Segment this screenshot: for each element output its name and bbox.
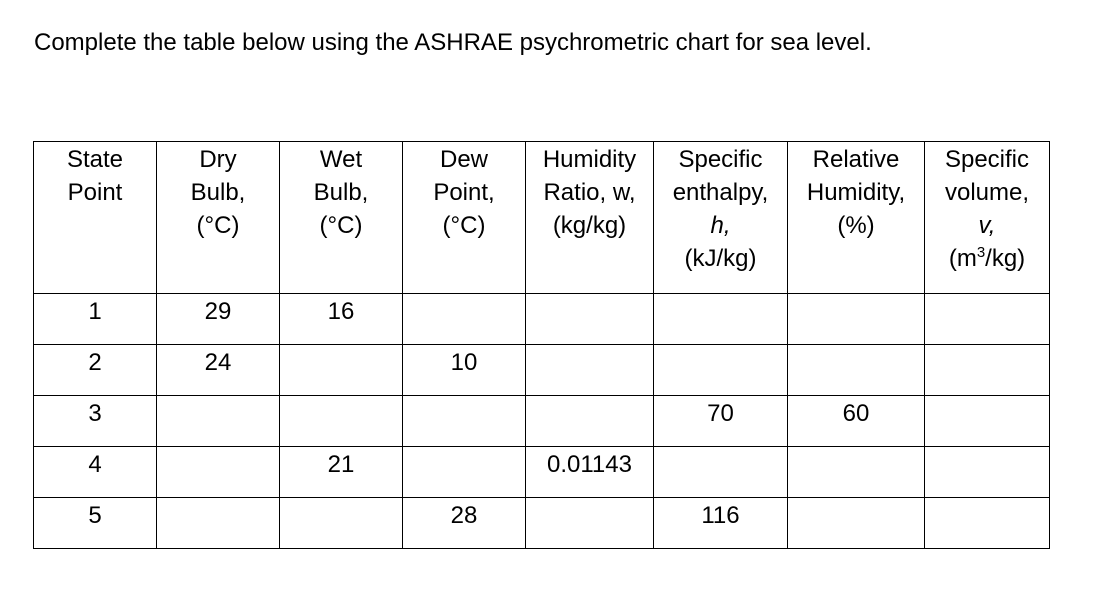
cell-wet-bulb <box>280 498 403 549</box>
header-dry-bulb <box>157 142 280 294</box>
cell-dew-point: 28 <box>403 498 526 549</box>
cell-specific-enthalpy <box>654 294 788 345</box>
header-line: Dew <box>439 146 488 173</box>
cell-specific-volume <box>925 294 1050 345</box>
cell-specific-volume <box>925 498 1050 549</box>
header-line: (%) <box>837 212 875 239</box>
header-line: (kJ/kg) <box>684 245 757 272</box>
cell-dry-bulb <box>157 396 280 447</box>
cell-specific-enthalpy <box>654 345 788 396</box>
header-line: (°C) <box>442 212 486 239</box>
cell-dry-bulb: 29 <box>157 294 280 345</box>
cell-specific-enthalpy <box>654 447 788 498</box>
header-line: Dry <box>199 146 237 173</box>
header-humidity-ratio <box>526 142 654 294</box>
header-dew-point <box>403 142 526 294</box>
header-line: h, <box>710 212 731 239</box>
cell-humidity-ratio: 0.01143 <box>526 447 654 498</box>
cell-dew-point: 10 <box>403 345 526 396</box>
cell-state-point: 5 <box>34 498 157 549</box>
header-line: State <box>66 146 124 173</box>
header-row <box>34 142 1050 294</box>
header-line: Point <box>67 179 123 206</box>
header-line: Wet <box>319 146 363 173</box>
table-row <box>34 294 1050 345</box>
cell-state-point: 4 <box>34 447 157 498</box>
psychrometric-table <box>33 141 1050 549</box>
header-line: Specific <box>678 146 763 173</box>
cell-wet-bulb: 16 <box>280 294 403 345</box>
cell-specific-volume <box>925 345 1050 396</box>
cell-dew-point <box>403 294 526 345</box>
table-row <box>34 447 1050 498</box>
cell-dry-bulb: 24 <box>157 345 280 396</box>
table-row <box>34 345 1050 396</box>
cell-dry-bulb <box>157 447 280 498</box>
cell-specific-enthalpy: 70 <box>654 396 788 447</box>
cell-relative-humidity <box>788 498 925 549</box>
cell-specific-volume <box>925 447 1050 498</box>
cell-wet-bulb: 21 <box>280 447 403 498</box>
header-line: Bulb, <box>313 179 369 206</box>
cell-relative-humidity <box>788 345 925 396</box>
cell-dew-point <box>403 447 526 498</box>
cell-dry-bulb <box>157 498 280 549</box>
header-line: Relative <box>812 146 900 173</box>
cell-state-point: 1 <box>34 294 157 345</box>
header-specific-enthalpy <box>654 142 788 294</box>
instruction-text: Complete the table below using the ASHRAE psychrometric chart for sea level. <box>34 29 872 56</box>
cell-humidity-ratio <box>526 498 654 549</box>
header-line: Specific <box>944 146 1030 173</box>
header-line: Humidity <box>542 146 637 173</box>
cell-specific-volume <box>925 396 1050 447</box>
header-line: Humidity, <box>806 179 906 206</box>
header-wet-bulb <box>280 142 403 294</box>
header-line: (°C) <box>319 212 363 239</box>
cell-dew-point <box>403 396 526 447</box>
cell-state-point: 3 <box>34 396 157 447</box>
cell-state-point: 2 <box>34 345 157 396</box>
table-row <box>34 396 1050 447</box>
cell-humidity-ratio <box>526 294 654 345</box>
cell-wet-bulb <box>280 345 403 396</box>
cell-relative-humidity: 60 <box>788 396 925 447</box>
cell-wet-bulb <box>280 396 403 447</box>
header-line: (°C) <box>196 212 240 239</box>
cell-specific-enthalpy: 116 <box>654 498 788 549</box>
header-line: volume, <box>944 179 1030 206</box>
cell-humidity-ratio <box>526 345 654 396</box>
superscript-3: 3 <box>976 244 986 261</box>
cell-humidity-ratio <box>526 396 654 447</box>
header-line: Bulb, <box>190 179 246 206</box>
header-line: Ratio, w, <box>543 179 636 206</box>
header-relative-humidity <box>788 142 925 294</box>
header-line: $(m^3/kg)$ <box>948 244 1026 272</box>
header-line: (kg/kg) <box>552 212 627 239</box>
header-state-point <box>34 142 157 294</box>
cell-relative-humidity <box>788 447 925 498</box>
header-specific-volume <box>925 142 1050 294</box>
header-line: v, <box>978 212 996 239</box>
cell-relative-humidity <box>788 294 925 345</box>
header-line: enthalpy, <box>672 179 769 206</box>
header-line: Point, <box>433 179 495 206</box>
table-row <box>34 498 1050 549</box>
